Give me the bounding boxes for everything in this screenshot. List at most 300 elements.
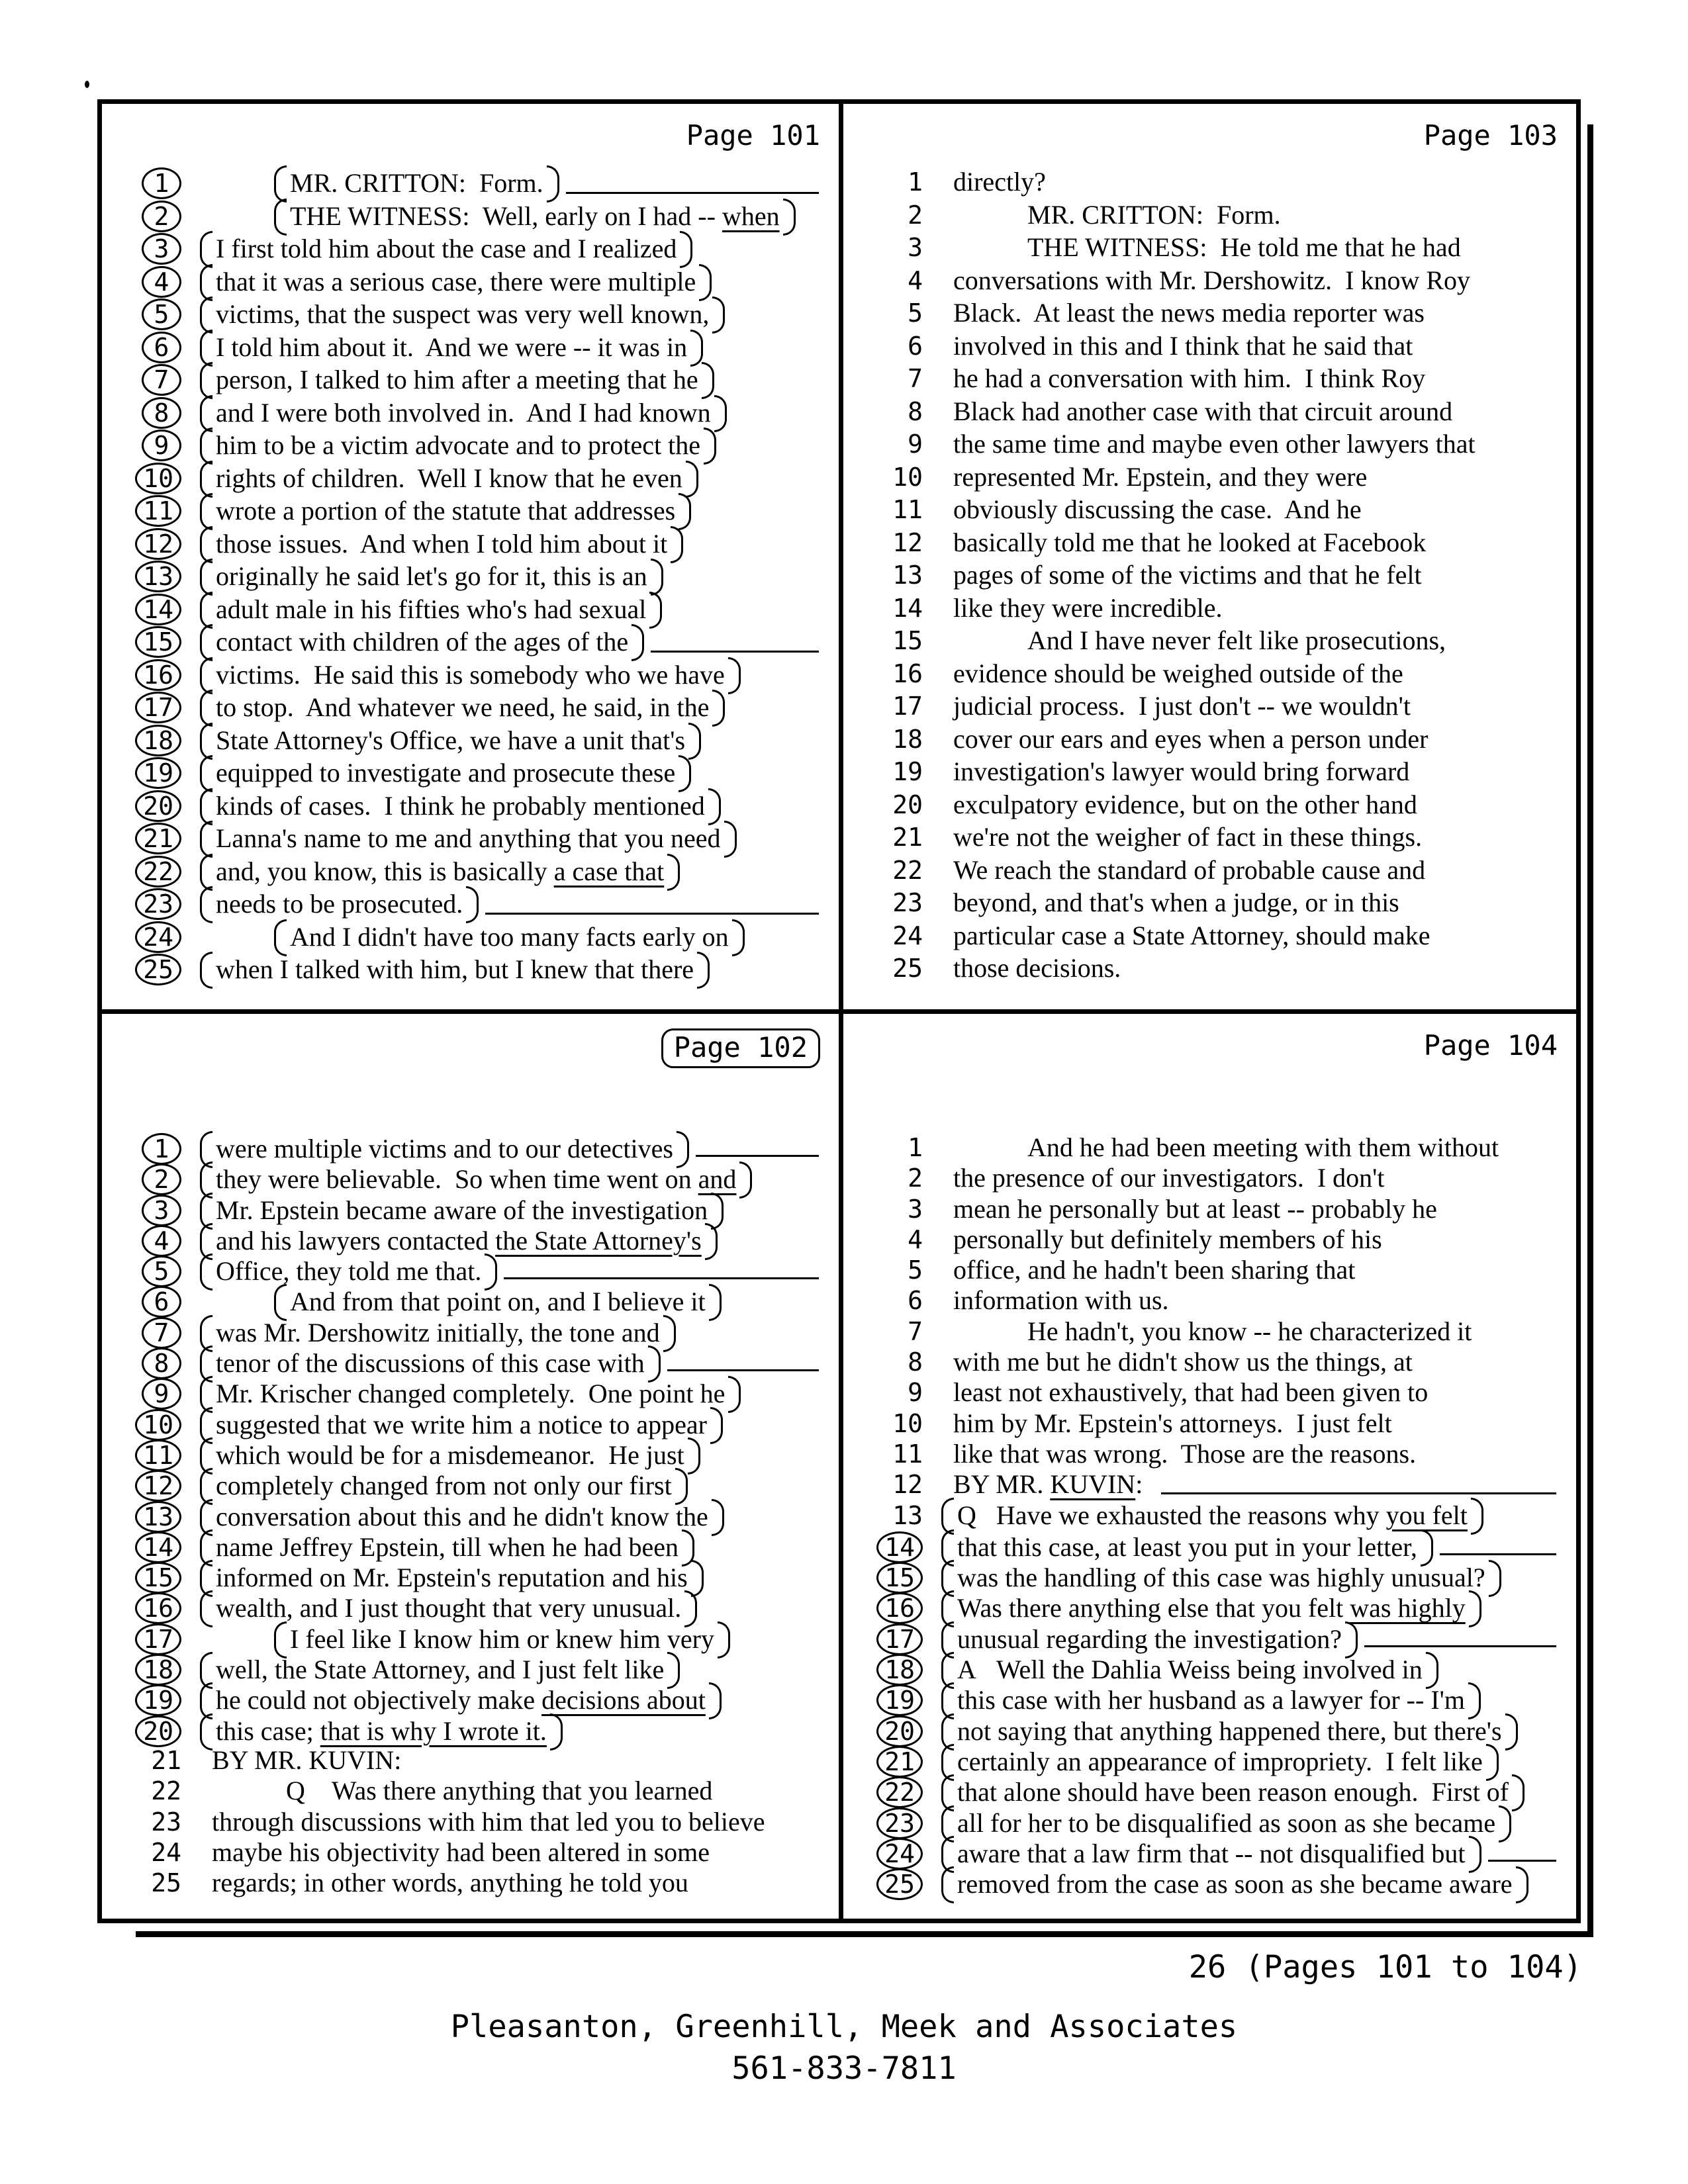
- line-number-value: 2: [908, 1163, 923, 1193]
- line-text: involved in this and I think that he said that: [953, 330, 1413, 361]
- line-text: least not exhaustively, that had been given to: [953, 1377, 1429, 1408]
- line-text: Was there anything else that you felt was highly: [953, 1594, 1470, 1623]
- transcript-line: [102, 201, 839, 234]
- line-number-value: 21: [151, 1745, 181, 1775]
- line-number: [102, 528, 181, 560]
- line-number: [102, 332, 181, 363]
- transcript-line: [102, 1746, 839, 1776]
- transcript-line: [102, 1163, 839, 1194]
- line-number: [843, 1347, 923, 1377]
- line-text: and his lawyers contacted the State Attorney's: [212, 1226, 706, 1255]
- line-text: BY MR. KUVIN:: [953, 1469, 1143, 1500]
- line-text: I told him about it. And we were -- it was in: [212, 333, 691, 362]
- line-number-value: 8: [908, 396, 923, 426]
- line-number: [843, 594, 923, 623]
- line-number: [102, 725, 181, 756]
- transcript-line: [102, 856, 839, 889]
- transcript-line: [843, 1195, 1576, 1225]
- line-number: [843, 1868, 923, 1900]
- circled-line-number: 17: [135, 1623, 181, 1655]
- line-text: certainly an appearance of impropriety. I felt like: [953, 1747, 1487, 1776]
- circled-line-number: 17: [876, 1623, 923, 1655]
- circled-line-number: 18: [135, 1654, 181, 1686]
- line-number-value: 25: [151, 1868, 181, 1898]
- line-text: name Jeffrey Epstein, till when he had been: [212, 1533, 682, 1562]
- transcript-line: [843, 495, 1576, 528]
- page-header: [102, 1028, 839, 1067]
- transcript-line: [843, 1133, 1576, 1163]
- line-number: [102, 397, 181, 429]
- transcript-line: [102, 561, 839, 594]
- line-text: rights of children. Well I know that he even: [212, 464, 686, 493]
- line-text: him to be a victim advocate and to protect the: [212, 431, 704, 460]
- line-number-value: 6: [908, 1286, 923, 1316]
- line-number-value: 3: [908, 1194, 923, 1224]
- circled-line-number: 14: [135, 1531, 181, 1563]
- transcript-line: [102, 1439, 839, 1470]
- line-number-value: 18: [892, 724, 923, 754]
- line-number: [843, 1470, 923, 1499]
- line-number: [843, 463, 923, 492]
- circled-line-number: 9: [142, 1378, 181, 1410]
- circled-line-number: 10: [135, 463, 181, 494]
- circled-line-number: 24: [876, 1838, 923, 1870]
- line-text: those issues. And when I told him about it: [212, 529, 671, 559]
- underline-annotation: [696, 1155, 819, 1157]
- line-number: [843, 921, 923, 950]
- transcript-line: [102, 266, 839, 299]
- line-number: [843, 1409, 923, 1438]
- circled-line-number: 17: [135, 692, 181, 723]
- line-number-value: 4: [908, 1224, 923, 1254]
- line-text: THE WITNESS: Well, early on I had -- when: [286, 202, 784, 231]
- transcript-line: [102, 1195, 839, 1225]
- line-text: to stop. And whatever we need, he said, in the: [212, 693, 713, 722]
- line-number-value: 8: [908, 1347, 923, 1377]
- line-number: [102, 1255, 181, 1287]
- transcript-line: [102, 167, 839, 201]
- line-number: [102, 233, 181, 265]
- page-title: Page 102: [661, 1028, 820, 1068]
- transcript-lines: [843, 167, 1576, 987]
- transcript-line: [843, 1654, 1576, 1684]
- line-text: regards; in other words, anything he told you: [212, 1868, 688, 1898]
- line-number-value: 24: [151, 1837, 181, 1867]
- circled-line-number: 1: [142, 167, 181, 199]
- line-text: victims. He said this is somebody who we have: [212, 660, 729, 690]
- transcript-line: [843, 201, 1576, 234]
- line-number: [843, 528, 923, 557]
- line-text: wealth, and I just thought that very unusual.: [212, 1594, 685, 1623]
- line-number: [843, 397, 923, 426]
- line-text: THE WITNESS: He told me that he had: [1027, 232, 1461, 262]
- transcript-page-103: [843, 104, 1576, 1014]
- circled-line-number: 18: [135, 725, 181, 756]
- line-number-value: 21: [892, 823, 923, 852]
- transcript-line: [102, 1286, 839, 1316]
- line-text: evidence should be weighed outside of the: [953, 658, 1403, 688]
- line-number: [102, 430, 181, 461]
- line-number: [102, 1807, 181, 1837]
- line-number: [102, 921, 181, 953]
- line-number: [102, 1470, 181, 1502]
- transcript-line: [843, 1286, 1576, 1316]
- line-number-value: 17: [892, 692, 923, 721]
- line-number: [102, 364, 181, 396]
- line-number: [102, 954, 181, 985]
- transcript-line: [102, 1868, 839, 1899]
- footer-reporting-firm: Pleasanton, Greenhill, Meek and Associates: [450, 2009, 1238, 2045]
- line-text: all for her to be disqualified as soon as she became: [953, 1809, 1499, 1838]
- line-number: [102, 1317, 181, 1349]
- transcript-line: [102, 1133, 839, 1163]
- circled-line-number: 25: [135, 954, 181, 985]
- circled-line-number: 2: [142, 201, 181, 232]
- line-number-value: 7: [908, 364, 923, 393]
- circled-line-number: 15: [135, 1562, 181, 1594]
- transcript-line: [843, 692, 1576, 725]
- line-text: those decisions.: [953, 953, 1121, 983]
- line-number-value: 7: [908, 1316, 923, 1346]
- transcript-line: [843, 757, 1576, 790]
- transcript-line: [843, 1255, 1576, 1286]
- transcript-line: [843, 626, 1576, 659]
- line-text: conversations with Mr. Dershowitz. I know Roy: [953, 265, 1471, 295]
- transcript-line: [843, 594, 1576, 627]
- transcript-line: [102, 1562, 839, 1592]
- line-text: like that was wrong. Those are the reasons.: [953, 1438, 1417, 1469]
- line-text: was the handling of this case was highly unusual?: [953, 1563, 1489, 1592]
- underline-annotation: [566, 192, 819, 194]
- line-text: we're not the weigher of fact in these things.: [953, 822, 1423, 852]
- line-text: well, the State Attorney, and I just felt like: [212, 1655, 668, 1684]
- line-number: [102, 1684, 181, 1716]
- line-text: information with us.: [953, 1285, 1169, 1316]
- line-number: [843, 332, 923, 361]
- transcript-line: [102, 1776, 839, 1807]
- transcript-line: [102, 790, 839, 823]
- line-number-value: 9: [908, 430, 923, 459]
- circled-line-number: 16: [135, 1592, 181, 1624]
- transcript-line: [843, 1501, 1576, 1531]
- line-text: he had a conversation with him. I think Roy: [953, 363, 1426, 393]
- line-text: this case with her husband as a lawyer for -- I'm: [953, 1686, 1469, 1715]
- transcript-line: [102, 594, 839, 627]
- line-number-value: 10: [892, 1408, 923, 1438]
- underline-annotation: [1488, 1860, 1556, 1862]
- line-text: judicial process. I just don't -- we wouldn't: [953, 691, 1411, 721]
- line-text: he could not objectively make decisions about: [212, 1686, 710, 1715]
- line-text: personally but definitely members of his: [953, 1224, 1382, 1254]
- transcript-line: [102, 1684, 839, 1715]
- line-number-value: 13: [892, 561, 923, 590]
- line-number: [843, 888, 923, 917]
- circled-line-number: 8: [142, 397, 181, 429]
- line-number-value: 11: [892, 1439, 923, 1469]
- transcript-line: [843, 266, 1576, 299]
- circled-line-number: 14: [876, 1531, 923, 1563]
- line-number: [843, 1133, 923, 1162]
- line-number-value: 14: [892, 593, 923, 623]
- circled-line-number: 13: [135, 1501, 181, 1533]
- page-title: Page 103: [1423, 119, 1558, 152]
- line-text: And from that point on, and I believe it: [286, 1287, 710, 1316]
- line-text: which would be for a misdemeanor. He just: [212, 1441, 688, 1470]
- line-text: this case; that is why I wrote it.: [212, 1717, 551, 1746]
- transcript-line: [102, 1531, 839, 1562]
- line-number: [102, 1501, 181, 1533]
- line-text: represented Mr. Epstein, and they were: [953, 461, 1368, 492]
- transcript-line: [102, 1255, 839, 1286]
- transcript-line: [843, 233, 1576, 266]
- line-number: [843, 1195, 923, 1224]
- page-title: Page 101: [686, 119, 820, 152]
- line-text: mean he personally but at least -- probably he: [953, 1193, 1437, 1224]
- circled-line-number: 4: [142, 266, 181, 298]
- circled-line-number: 21: [135, 823, 181, 854]
- line-text: MR. CRITTON: Form.: [1027, 199, 1281, 230]
- transcript-line: [102, 823, 839, 856]
- line-text: obviously discussing the case. And he: [953, 494, 1362, 524]
- line-number: [102, 823, 181, 854]
- line-text: directly?: [953, 167, 1046, 197]
- transcript-page-101: [102, 104, 843, 1014]
- line-text: removed from the case as soon as she became aware: [953, 1870, 1517, 1899]
- transcript-line: [102, 1317, 839, 1347]
- line-number: [102, 1409, 181, 1441]
- transcript-line: [843, 430, 1576, 463]
- circled-line-number: 6: [142, 1286, 181, 1318]
- line-number: [843, 856, 923, 885]
- transcript-line: [843, 823, 1576, 856]
- line-number-value: 3: [908, 233, 923, 262]
- underline-annotation: [1440, 1553, 1556, 1555]
- line-number: [843, 1317, 923, 1346]
- transcript-line: [102, 626, 839, 659]
- transcript-line: [843, 659, 1576, 692]
- footer-phone-number: 561-833-7811: [731, 2050, 957, 2087]
- transcript-line: [102, 1378, 839, 1408]
- line-number-value: 2: [908, 200, 923, 230]
- line-number: [843, 298, 923, 328]
- transcript-line: [102, 659, 839, 692]
- circled-line-number: 10: [135, 1409, 181, 1441]
- line-number: [843, 692, 923, 721]
- line-text: Black. At least the news media reporter was: [953, 298, 1425, 328]
- circled-line-number: 4: [142, 1225, 181, 1257]
- line-number: [843, 561, 923, 590]
- circled-line-number: 13: [135, 561, 181, 592]
- transcript-line: [102, 430, 839, 463]
- circled-line-number: 21: [876, 1746, 923, 1778]
- line-number: [102, 463, 181, 494]
- transcript-line: [843, 856, 1576, 889]
- transcript-line: [102, 1347, 839, 1378]
- line-text: person, I talked to him after a meeting that he: [212, 365, 702, 394]
- line-number: [102, 790, 181, 822]
- line-text: kinds of cases. I think he probably mentioned: [212, 792, 709, 821]
- line-text: equipped to investigate and prosecute these: [212, 758, 679, 788]
- line-text: basically told me that he looked at Facebook: [953, 527, 1427, 557]
- line-text: through discussions with him that led you to believe: [212, 1806, 765, 1837]
- line-number: [843, 1807, 923, 1839]
- line-text: Q Have we exhausted the reasons why you felt: [953, 1501, 1472, 1530]
- circled-line-number: 8: [142, 1347, 181, 1379]
- circled-line-number: 19: [876, 1684, 923, 1716]
- circled-line-number: 20: [876, 1715, 923, 1747]
- transcript-line: [843, 921, 1576, 954]
- transcript-line: [843, 1317, 1576, 1347]
- transcript-line: [102, 921, 839, 954]
- line-number: [102, 1562, 181, 1594]
- line-text: We reach the standard of probable cause and: [953, 854, 1426, 885]
- circled-line-number: 23: [135, 888, 181, 920]
- line-text: completely changed from not only our first: [212, 1471, 676, 1500]
- circled-line-number: 16: [876, 1592, 923, 1624]
- line-number: [843, 1592, 923, 1624]
- circled-line-number: 11: [135, 1439, 181, 1471]
- line-text: And he had been meeting with them without: [1027, 1132, 1499, 1162]
- transcript-line: [102, 495, 839, 528]
- transcript-line: [843, 463, 1576, 496]
- line-text: and I were both involved in. And I had known: [212, 398, 715, 428]
- circled-line-number: 7: [142, 1317, 181, 1349]
- transcript-line: [102, 528, 839, 561]
- transcript-line: [843, 1347, 1576, 1378]
- transcript-line: [843, 1225, 1576, 1255]
- line-number-value: 23: [892, 888, 923, 917]
- line-number-value: 5: [908, 1255, 923, 1285]
- circled-line-number: 22: [876, 1776, 923, 1808]
- transcript-line: [102, 1838, 839, 1868]
- circled-line-number: 22: [135, 856, 181, 887]
- line-number-value: 16: [892, 659, 923, 688]
- circled-line-number: 15: [135, 626, 181, 658]
- line-number: [102, 757, 181, 789]
- transcript-line: [843, 1807, 1576, 1838]
- line-number: [102, 1195, 181, 1226]
- circled-line-number: 25: [876, 1868, 923, 1900]
- transcript-line: [843, 1838, 1576, 1868]
- circled-line-number: 3: [142, 233, 181, 265]
- line-text: like they were incredible.: [953, 592, 1223, 623]
- transcript-line: [843, 1684, 1576, 1715]
- line-number: [843, 626, 923, 655]
- underline-annotation: [667, 1369, 819, 1371]
- line-text: the same time and maybe even other lawyers that: [953, 429, 1476, 459]
- circled-line-number: 18: [876, 1654, 923, 1686]
- circled-line-number: 14: [135, 594, 181, 625]
- circled-line-number: 7: [142, 364, 181, 396]
- line-text: maybe his objectivity had been altered in some: [212, 1837, 710, 1867]
- line-number-value: 15: [892, 626, 923, 655]
- line-number: [102, 1654, 181, 1686]
- transcript-line: [102, 725, 839, 758]
- transcript-line: [843, 1776, 1576, 1807]
- underline-annotation: [485, 913, 819, 915]
- line-number: [102, 692, 181, 723]
- line-number: [843, 1776, 923, 1808]
- line-text: suggested that we write him a notice to appear: [212, 1410, 711, 1439]
- line-number: [843, 266, 923, 295]
- transcript-line: [843, 1531, 1576, 1562]
- line-number: [102, 1378, 181, 1410]
- line-number-value: 25: [892, 954, 923, 983]
- circled-line-number: 12: [135, 1470, 181, 1502]
- transcript-line: [843, 790, 1576, 823]
- transcript-line: [843, 954, 1576, 987]
- circled-line-number: 20: [135, 1715, 181, 1747]
- line-text: Lanna's name to me and anything that you need: [212, 824, 725, 853]
- circled-line-number: 5: [142, 1255, 181, 1287]
- line-text: him by Mr. Epstein's attorneys. I just felt: [953, 1408, 1392, 1438]
- page-header: [102, 118, 839, 157]
- circled-line-number: 6: [142, 332, 181, 363]
- line-number-value: 4: [908, 265, 923, 295]
- transcript-line: [843, 1378, 1576, 1408]
- line-number: [843, 233, 923, 262]
- circled-line-number: 16: [135, 659, 181, 691]
- line-number: [843, 757, 923, 786]
- transcript-line: [843, 528, 1576, 561]
- line-number: [843, 167, 923, 197]
- line-number-value: 24: [892, 921, 923, 950]
- transcript-line: [843, 1163, 1576, 1194]
- line-text: needs to be prosecuted.: [212, 889, 467, 919]
- line-text: I feel like I know him or knew him very: [286, 1625, 718, 1654]
- line-text: Mr. Krischer changed completely. One point he: [212, 1379, 729, 1408]
- circled-line-number: 2: [142, 1163, 181, 1195]
- line-text: beyond, and that's when a judge, or in this: [953, 887, 1399, 917]
- line-number: [843, 1531, 923, 1563]
- line-text: investigation's lawyer would bring forward: [953, 756, 1410, 786]
- line-text: and, you know, this is basically a case that: [212, 857, 668, 886]
- page-header: [843, 118, 1576, 157]
- scan-artifact-dot: [85, 81, 89, 88]
- transcript-line: [102, 1409, 839, 1439]
- line-text: office, and he hadn't been sharing that: [953, 1255, 1356, 1285]
- transcript-line: [843, 1562, 1576, 1592]
- transcript-grid: [97, 99, 1581, 1923]
- line-number: [843, 364, 923, 393]
- circled-line-number: 9: [142, 430, 181, 461]
- line-number: [102, 659, 181, 691]
- transcript-lines: [843, 1133, 1576, 1899]
- line-number: [843, 725, 923, 754]
- line-text: And I have never felt like prosecutions,: [1027, 625, 1446, 655]
- line-text: when I talked with him, but I knew that there: [212, 955, 698, 984]
- line-text: particular case a State Attorney, should make: [953, 920, 1430, 950]
- line-number-value: 9: [908, 1378, 923, 1408]
- line-number: [843, 1501, 923, 1530]
- transcript-line: [102, 233, 839, 266]
- transcript-page-102: [102, 1014, 843, 1919]
- line-text: was Mr. Dershowitz initially, the tone and: [212, 1318, 664, 1347]
- transcript-line: [102, 1592, 839, 1623]
- transcript-line: [843, 888, 1576, 921]
- line-number: [102, 298, 181, 330]
- line-text: cover our ears and eyes when a person under: [953, 723, 1429, 754]
- line-text: I first told him about the case and I realized: [212, 234, 680, 263]
- line-number-value: 1: [908, 1133, 923, 1162]
- circled-line-number: 15: [876, 1562, 923, 1594]
- line-number-value: 10: [892, 462, 923, 492]
- transcript-line: [102, 1623, 839, 1654]
- transcript-line: [843, 1623, 1576, 1654]
- line-number: [843, 1623, 923, 1655]
- line-number: [102, 856, 181, 887]
- line-number: [102, 594, 181, 625]
